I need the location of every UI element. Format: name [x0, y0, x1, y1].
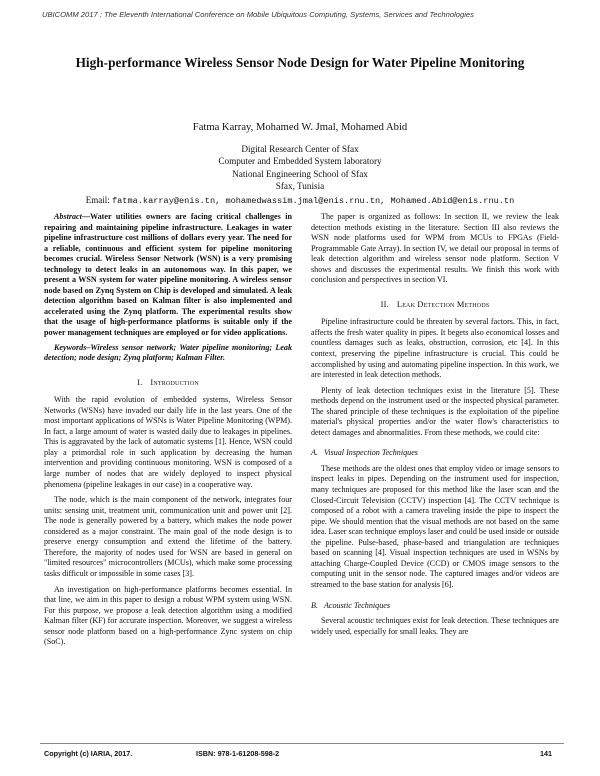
abstract-text: —Water utilities owners are facing critical challenges in repairing and maintaining pipeline infrastructure. Leakages in water pipeline infrastructure cost millions of dollars every year. The need for a reliable, continuous and efficient system for pipeline monitoring becomes crucial. Wireless Sensor Network (WSN) is a very promising technology to detect leaks in an autonomous way. In this paper, we present a WSN system for water pipeline monitoring. A wireless sensor node based on Zynq System on Chip is developed and simulated. A leak detection algorithm based on Kalman filter is also implemented and accelerated using the Zynq platform. The experimental results show that the usage of high-performance platforms is suitable only if the power management techniques are employed or for video applications.	[44, 212, 292, 338]
email-line	[0, 195, 600, 206]
section-heading-leak-detection: II. Leak Detection Methods	[380, 299, 490, 309]
intro-paragraph: With the rapid evolution of embedded systems, Wireless Sensor Networks (WSNs) have invaded our daily life in the last years. One of the most important applications of WSNs is Water Pipeline Monitoring (WPM). In fact, a large amount of water is wasted daily due to leakages in pipelines. This is aggravated by the lack of automatic systems [1]. Hence, WSN could play a primordial role in such application by decreasing the human intervention and providing continuous monitoring. WSN is composed of a large number of nodes that are widely deployed to inspect physical phenomena (pipeline leakages in our case) in a cooperative way.	[44, 395, 292, 489]
footer-copyright: Copyright (c) IARIA, 2017.	[44, 749, 133, 758]
abstract	[44, 212, 292, 339]
email-label: Email:	[85, 195, 110, 205]
leak-paragraph: Pipeline infrastructure could be threaten by several factors. This, in fact, affects the fresh water quality in pipes. It begets also economical losses and countless damages such as leaks, obstruction, corrosion, etc [4]. In this context, preserving the pipeline infrastructure is crucial. This could be accomplished by using and automating pipeline inspection. In this work, we are interested in leak detection methods.	[311, 317, 559, 380]
left-column	[44, 212, 292, 653]
section-heading-intro: I. Introduction	[137, 377, 199, 387]
keywords: Keywords–Wireless sensor network; Water pipeline monitoring; Leak detection; node design; Zynq platform; Kalman Filter.	[44, 342, 292, 363]
right-column	[311, 212, 559, 642]
intro-paragraph: An investigation on high-performance platforms becomes essential. In that line, we aim in this paper to design a robust WPM system using WSN. For this purpose, we propose a leak detection algorithm using a modified Kalman filter (KF) for accurate inspection. Moreover, we suggest a wireless sensor node platform based on a high-performance Zync system on chip (SoC).	[44, 584, 292, 647]
affiliation-line: National Engineering School of Sfax	[232, 168, 368, 179]
affiliation-line: Digital Research Center of Sfax	[241, 144, 359, 154]
acoustic-paragraph: Several acoustic techniques exist for leak detection. These techniques are widely used, especially for small leaks. They are	[311, 616, 559, 636]
organization-paragraph: The paper is organized as follows: In section II, we review the leak detection methods existing in the literature. Section III also reviews the WSN node platforms used for WPM from MCUs to FPGAs (Field-Programmable Gate Array). In section IV, we detail our proposal in terms of leak detection algorithm and wireless sensor node platform. Section V shows and discusses the experimental results. We finish this work with conclusion and perspectives in section VI.	[311, 212, 559, 285]
leak-paragraph: Plenty of leak detection techniques exist in the literature [5]. These methods depend on the instrument used or the inspected physical parameter. The shared principle of these techniques is the exploitation of the pipeline material's physical properties and/or the water flow's characteristics to detect damages and abnormalities. From these methods, we could cite:	[311, 385, 559, 437]
paper-title: High-performance Wireless Sensor Node Design for Water Pipeline Monitoring	[75, 55, 525, 70]
visual-paragraph: These methods are the oldest ones that employ video or image sensors to inspect leaks in pipes. Depending on the instrument used for inspection, many techniques are proposed for this method like the laser scan and the Closed-Circuit Television (CCTV) inspection [4]. The CCTV technique is composed of a robot with a camera traveling inside the pipe to inspect the pipe. We should mention that the visual methods are not based on the same idea. Laser scan technique employs laser and could be used inside or outside the pipeline. Pulse-based, phase-based and triangulation are techniques based on scanning [4]. Visual inspection techniques are used in WSNs by attaching Charge-Coupled Device (CCD) or CMOS image sensors to the computing unit in the sensor node. The captured images and/or videos are streamed to the base station for analysis [6].	[311, 463, 559, 589]
page-number: 141	[540, 749, 552, 758]
footer-rule	[40, 743, 564, 744]
paper-authors: Fatma Karray, Mohamed W. Jmal, Mohamed Abid	[192, 122, 408, 133]
abstract-label: Abstract	[54, 212, 82, 221]
affiliation-line: Sfax, Tunisia	[275, 181, 325, 192]
subsection-heading-visual: A. Visual Inspection Techniques	[311, 448, 418, 458]
footer-isbn: ISBN: 978-1-61208-598-2	[196, 749, 280, 758]
subsection-heading-acoustic: B. Acoustic Techniques	[311, 600, 390, 610]
conference-header: UBICOMM 2017 : The Eleventh International Conference on Mobile Ubiquitous Computing, Systems, Services and Technologies	[42, 10, 474, 19]
affiliation-line: Computer and Embedded System laboratory	[218, 156, 382, 167]
intro-paragraph: The node, which is the main component of the network, integrates four units: sensing unit, treatment unit, communication unit and power unit [2]. The node is generally powered by a battery, which makes the node power considered as a major constraint. The main goal of the node design is to preserve energy consumption and extend the lifetime of the battery. Therefore, the majority of nodes used for WSN are based in general on "limited resources" microcontrollers (MCUs), which make some processing tasks difficult or impossible in some cases [3].	[44, 495, 292, 578]
affiliation-block	[0, 143, 600, 193]
email-addresses: fatma.karray@enis.tn, mohamedwassim.jmal@enis.rnu.tn, Mohamed.Abid@enis.rnu.tn	[111, 196, 515, 206]
